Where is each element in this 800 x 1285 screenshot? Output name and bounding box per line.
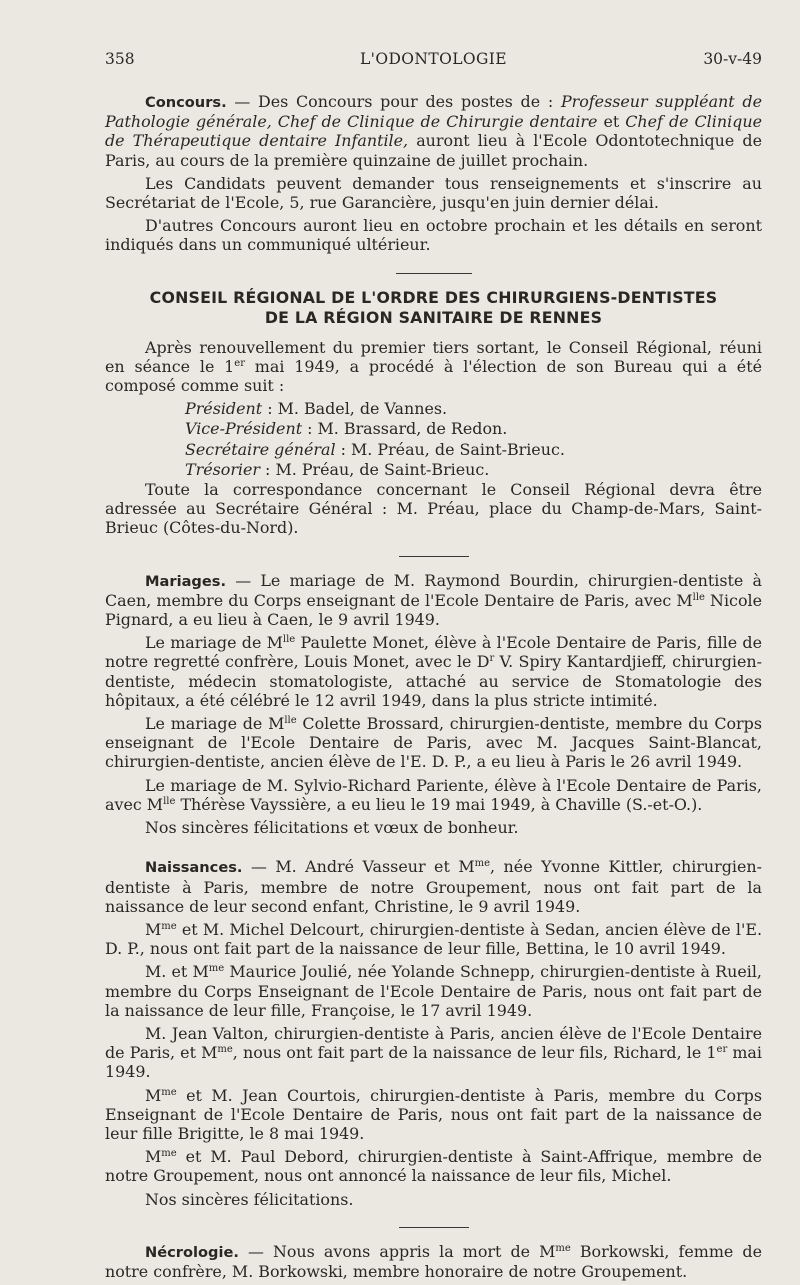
office-vice-president: Vice-Président : M. Brassard, de Redon. <box>185 419 508 439</box>
article-body <box>105 92 762 1285</box>
office-president: Président : M. Badel, de Vannes. <box>185 399 448 419</box>
concours-paragraph-2: Les Candidats peuvent demander tous renseignements et s'inscrire au Secrétariat de l'Ecole, 5, rue Garancière, jusqu'en juin dernier délai. <box>105 173 762 213</box>
naissances-paragraph-1: Naissances. — M. André Vasseur et $M^{me}$, née Yvonne Kittler, chirurgien-dentiste à Paris, membre de notre Groupement, nous ont fait part de la naissance de leur second enfant, Christine, le 9 avril 1949. <box>105 857 762 916</box>
necrologie-paragraph-1: Nécrologie. — Nous avons appris la mort de $M^{me}$ Borkowski, femme de notre confrère, M. Borkowski, membre honoraire de notre Groupement. <box>105 1241 762 1281</box>
naissances-paragraph-5: $M^{me}$ et M. Jean Courtois, chirurgien-dentiste à Paris, membre du Corps Enseignant de l'Ecole Dentaire de Paris, nous ont fait part de la naissance de leur fille Brigitte, le 8 mai 1949. <box>105 1085 762 1143</box>
conseil-intro: Après renouvellement du premier tiers sortant, le Conseil Régional, réuni en séance le 1er mai 1949, a procédé à l'élection de son Bureau qui a été composé comme suit : <box>105 337 762 396</box>
mariages-paragraph-4: Le mariage de M. Sylvio-Richard Pariente, élève à l'Ecole Dentaire de Paris, avec $M^{lle}$ Thérèse Vayssière, a eu lieu le 19 mai 1949, à Chaville (S.-et-O.). <box>105 775 762 814</box>
mariages-heading: Mariages. <box>145 572 226 590</box>
naissances-paragraph-3: M. et $M^{me}$ Maurice Joulié, née Yolande Schnepp, chirurgien-dentiste à Rueil, membre du Corps Enseignant de l'Ecole Dentaire de Paris, nous ont fait part de la naissance de leur fille, Françoise, le 17 avril 1949. <box>105 962 762 1020</box>
necrologie-heading: Nécrologie. <box>145 1243 239 1261</box>
naissances-paragraph-6: $M^{me}$ et M. Paul Debord, chirurgien-dentiste à Saint-Affrique, membre de notre Groupement, nous ont annoncé la naissance de leur fils, Michel. <box>105 1147 762 1186</box>
section-divider <box>399 1227 469 1228</box>
naissances-paragraph-2: $M^{me}$ et M. Michel Delcourt, chirurgien-dentiste à Sedan, ancien élève de l'E. D. P., nous ont fait part de la naissance de leur fille, Bettina, le 10 avril 1949. <box>105 919 762 959</box>
section-divider <box>399 556 469 557</box>
conseil-title: CONSEIL RÉGIONAL DE L'ORDRE DES CHIRURGIENS-DENTISTES DE LA RÉGION SANITAIRE DE RENNES <box>149 287 718 327</box>
office-tresorier: Trésorier : M. Préau, de Saint-Brieuc. <box>185 459 490 479</box>
mariages-paragraph-5: Nos sincères félicitations et vœux de bonheur. <box>145 818 519 838</box>
concours-heading: Concours. <box>145 94 227 111</box>
naissances-heading: Naissances. <box>145 859 243 877</box>
office-secretaire: Secrétaire général : M. Préau, de Saint-Brieuc. <box>185 439 565 459</box>
issue-date: 30-v-49 <box>703 50 762 68</box>
running-header <box>105 50 762 72</box>
journal-title: L'ODONTOLOGIE <box>359 50 508 68</box>
concours-paragraph-1: Concours. — Des Concours pour des postes de : Professeur suppléant de Pathologie générale, Chef de Clinique de Chirurgie dentaire et Chef de Clinique de Thérapeutique dentaire Infantile, auront lieu à l'Ecole Odontotechnique de Paris, au cours de la première quinzaine de juillet prochain. <box>105 92 762 170</box>
naissances-paragraph-4: M. Jean Valton, chirurgien-dentiste à Paris, ancien élève de l'Ecole Dentaire de Paris, et $M^{me}$, nous ont fait part de la naissance de leur fils, Richard, le 1er mai 1949. <box>105 1023 762 1082</box>
conseil-closing: Toute la correspondance concernant le Conseil Régional devra être adressée au Secrétaire Général : M. Préau, place du Champ-de-Mars, Saint-Brieuc (Côtes-du-Nord). <box>105 480 762 538</box>
mariages-paragraph-2: Le mariage de $M^{lle}$ Paulette Monet, élève à l'Ecole Dentaire de Paris, fille de notre regretté confrère, Louis Monet, avec le $D^r$ V. Spiry Kantardjieff, chirurgien-dentiste, médecin stomatologiste, attaché au service de Stomatologie des hôpitaux, a été célébré le 12 avril 1949, dans la plus stricte intimité. <box>105 633 762 710</box>
concours-paragraph-3: D'autres Concours auront lieu en octobre prochain et les détails en seront indiqués dans un communiqué ultérieur. <box>105 216 762 255</box>
naissances-paragraph-7: Nos sincères félicitations. <box>145 1189 354 1209</box>
section-divider <box>396 273 472 274</box>
mariages-paragraph-3: Le mariage de $M^{lle}$ Colette Brossard, chirurgien-dentiste, membre du Corps enseignant de l'Ecole Dentaire de Paris, avec M. Jacques Saint-Blancat, chirurgien-dentiste, ancien élève de l'E. D. P., a eu lieu à Paris le 26 avril 1949. <box>105 714 762 772</box>
page-number: 358 <box>105 50 135 68</box>
mariages-paragraph-1: Mariages. — Le mariage de M. Raymond Bourdin, chirurgien-dentiste à Caen, membre du Corps enseignant de l'Ecole Dentaire de Paris, avec $M^{lle}$ Nicole Pignard, a eu lieu à Caen, le 9 avril 1949. <box>105 570 762 630</box>
